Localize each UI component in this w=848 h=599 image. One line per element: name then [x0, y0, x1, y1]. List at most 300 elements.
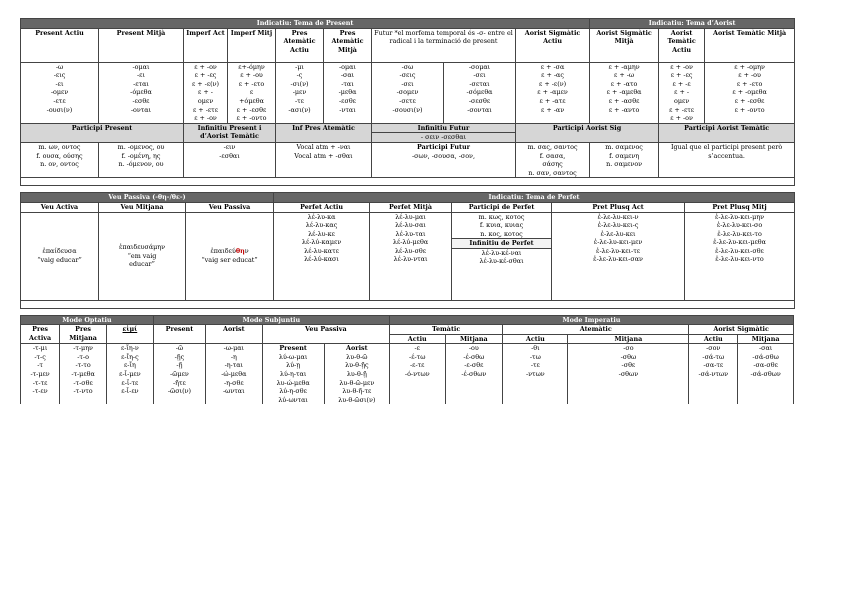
conjugation-cell [21, 396, 60, 405]
conjugation-cell: λυ-θ-ῆ-τε [324, 387, 389, 396]
conjugation-cell: ε + -ω [590, 71, 659, 80]
conjugation-cell: ε + -ετο [228, 80, 276, 89]
conjugation-row [21, 370, 794, 379]
form: λέ-λύ-μεθα [392, 238, 429, 247]
indicative-present-aorist-table [20, 18, 795, 186]
form: λέ-λυ-σαι [395, 221, 426, 230]
conjugation-cell [390, 379, 446, 388]
conjugation-cell [738, 396, 794, 405]
col-header: Veu Activa [21, 202, 99, 212]
conjugation-cell: -ς [276, 71, 324, 80]
conjugation-cell [106, 396, 153, 405]
conjugation-cell: -ομαι [324, 62, 372, 71]
conjugation-cell: -σαι [324, 71, 372, 80]
section-title-aorist: Indicatiu: Tema d’Aorist [590, 19, 795, 29]
conjugation-cell: -ώ-μεθα [206, 370, 263, 379]
conjugation-cell: -σα-τε [689, 361, 738, 370]
conjugation-cell: -τ-ντο [60, 387, 107, 396]
conjugation-cell: ε + -ε(ν) [516, 80, 590, 89]
form: m. ων, οντος [38, 142, 81, 151]
perfect-participle-forms [452, 212, 552, 300]
conjugation-cell: λύ-ω-μαι [262, 353, 324, 362]
conjugation-cell [689, 396, 738, 405]
conjugation-cell: -έ-σθων [445, 370, 503, 379]
conjugation-cell: ε + -ον [184, 114, 228, 123]
form: ἐ-λε-λυ-κει-σαν [593, 255, 643, 264]
participle-future-title: Participi Futur [417, 142, 470, 151]
conjugation-cell: -ῇ [153, 361, 205, 370]
voice-middle-example [99, 212, 186, 300]
conjugation-cell: -ου [445, 344, 503, 353]
form: λέ-λυ-μαι [395, 212, 426, 221]
form: λέ-λύ-καμεν [301, 238, 342, 247]
col-header: Pret Plusq Mitj [685, 202, 795, 212]
conjugation-cell: ε + -ες [659, 71, 705, 80]
conjugation-row [21, 106, 795, 115]
col-header: Aorist [206, 325, 263, 344]
conjugation-cell: ε-ἴη-ν [106, 344, 153, 353]
conjugation-cell: -σει [444, 71, 516, 80]
form: λέ-λυ-κέ-ναι [481, 248, 522, 257]
form: n. -όμενον, ου [118, 160, 164, 169]
conjugation-cell: -σθω [568, 353, 689, 362]
conjugation-cell: λύ-ωνται [262, 396, 324, 405]
conjugation-cell [444, 114, 516, 123]
conjugation-cell: -ται [324, 80, 372, 89]
translation: “vaig educar” [37, 256, 82, 264]
conjugation-cell: -σομεν [372, 88, 444, 97]
optative-subjunctive-imperative-table [20, 315, 794, 405]
conjugation-cell: -σετε [372, 97, 444, 106]
col-header: Pres Atemàtic Mitjà [324, 28, 372, 62]
conjugation-cell: λύ-η-ται [262, 370, 324, 379]
sub-header: Mitjana [445, 334, 503, 344]
header-infinitive-atematic: Inf Pres Atemàtic [276, 123, 372, 142]
sub-header: Actiu [689, 334, 738, 344]
col-header: Aorist Sigmàtic Mitjà [590, 28, 659, 62]
conjugation-cell: -σά-ντων [689, 370, 738, 379]
conjugation-cell [503, 387, 568, 396]
conjugation-cell: -τε [503, 361, 568, 370]
passive-marker: θη [235, 247, 245, 256]
col-header: Aorist Sigmàtic Actiu [516, 28, 590, 62]
conjugation-cell: -τ [21, 361, 60, 370]
form: m. -ομενος, ου [117, 142, 165, 151]
conjugation-cell [390, 396, 446, 405]
conjugation-cell: -τ-μεθα [60, 370, 107, 379]
conjugation-row [21, 344, 794, 353]
conjugation-cell [689, 387, 738, 396]
conjugation-cell: -ει [21, 80, 99, 89]
conjugation-row [21, 97, 795, 106]
section-title-passive: Veu Passiva (-θη-/θε-) [21, 193, 274, 203]
col-header: Aorist Temàtic Actiu [659, 28, 705, 62]
conjugation-cell: -ῆτε [153, 379, 205, 388]
grammar-sheet [20, 18, 794, 404]
conjugation-cell [153, 396, 205, 405]
form: ἐ-λε-λυ-κει-ς [597, 221, 639, 230]
conjugation-cell [568, 379, 689, 388]
form: ἐ-λε-λυ-κει [600, 229, 636, 238]
form: f. σαμενη [609, 151, 640, 160]
conjugation-cell: -όμεθα [99, 88, 184, 97]
conjugation-cell: -μεν [276, 88, 324, 97]
form: λέ-λυ-κα [307, 212, 336, 221]
conjugation-cell: ε + -ετε [184, 106, 228, 115]
conjugation-cell: -σά-τω [689, 353, 738, 362]
col-header-future: Futur *el morfema temporal és -σ- entre el radical i la terminació de present [372, 28, 516, 62]
conjugation-cell: ε-ἴη-ς [106, 353, 153, 362]
conjugation-cell: -ῶσι(ν) [153, 387, 205, 396]
conjugation-cell [390, 387, 446, 396]
col-header: Imperf Mitj [228, 28, 276, 62]
conjugation-cell: ε + -εσθε [228, 106, 276, 115]
conjugation-cell: ε + -ον [659, 62, 705, 71]
col-header: Veu Passiva [262, 325, 389, 344]
conjugation-cell: -τ-σθε [60, 379, 107, 388]
col-header: Present [153, 325, 205, 344]
conjugation-cell: -σει [372, 80, 444, 89]
form: ἐπαίδευσα [42, 247, 77, 256]
participle-present-middle [99, 142, 184, 177]
conjugation-cell: -τ-μην [60, 344, 107, 353]
conjugation-cell: λυ-θ-ῶ [324, 353, 389, 362]
stem: ἐπαιδεύ [210, 247, 236, 256]
header-infinitive-future: Infinitiu Futur [372, 123, 516, 133]
voice-passive-example [186, 212, 274, 300]
conjugation-cell [445, 396, 503, 405]
conjugation-cell: -θι [503, 344, 568, 353]
conjugation-cell: -σεσθε [444, 97, 516, 106]
section-title-subjunctive: Mode Subjuntiu [153, 315, 389, 325]
form: n. σαν, σαντος [528, 168, 577, 177]
col-header: Veu Mitjana [99, 202, 186, 212]
form: ἐ-λε-λυ-κει-σθε [715, 246, 764, 255]
col-header: Pres Atemàtic Actiu [276, 28, 324, 62]
conjugation-row [21, 387, 794, 396]
conjugation-cell: -ντων [503, 370, 568, 379]
conjugation-cell: -ῶμεν [153, 370, 205, 379]
conjugation-row [21, 80, 795, 89]
conjugation-cell: -σεται [444, 80, 516, 89]
conjugation-cell: -σο [568, 344, 689, 353]
conjugation-row [21, 379, 794, 388]
form: m. σαμενος [605, 142, 643, 151]
conjugation-cell [568, 387, 689, 396]
col-header: Pres Mitjana [60, 325, 107, 344]
conjugation-cell: -ω [21, 62, 99, 71]
conjugation-cell: -ουσι(ν) [21, 106, 99, 115]
col-header: εἰμί [106, 325, 153, 344]
conjugation-cell: ε + -ομην [705, 62, 795, 71]
form: λέ-λυ-νται [393, 255, 428, 264]
conjugation-cell [372, 114, 444, 123]
conjugation-row [21, 62, 795, 71]
conjugation-cell: -ωνται [206, 387, 263, 396]
conjugation-cell: -τ-ο [60, 353, 107, 362]
conjugation-cell: λυ-ώ-μεθα [262, 379, 324, 388]
conjugation-cell: -η-σθε [206, 379, 263, 388]
spacer [21, 178, 795, 186]
pluperfect-active-forms [552, 212, 685, 300]
conjugation-cell: -σουσι(ν) [372, 106, 444, 115]
infinitive-atematic-forms [276, 142, 372, 177]
conjugation-cell [705, 114, 795, 123]
conjugation-cell: λύ-ῃ [262, 361, 324, 370]
col-header: Temàtic [390, 325, 503, 335]
conjugation-cell: -ασι(ν) [276, 106, 324, 115]
conjugation-cell: ε + -αντο [590, 106, 659, 115]
conjugation-cell: -σον [689, 344, 738, 353]
form: λέ-λυ-κε [308, 229, 335, 238]
conjugation-cell: -τε [276, 97, 324, 106]
infinitive-future-forms: - σειν -σεσθαι [372, 133, 516, 143]
conjugation-cell [276, 114, 324, 123]
conjugation-cell: -ε-τε [390, 361, 446, 370]
form: -σων, -σουσα, -σον, [412, 151, 475, 160]
conjugation-cell: ε + -αμεν [516, 88, 590, 97]
form: λέ-λυ-κατε [304, 246, 339, 255]
conjugation-cell: ε + -οντο [705, 106, 795, 115]
conjugation-row [21, 114, 795, 123]
sub-header: Aorist [324, 344, 389, 353]
conjugation-cell: ε + -σα [516, 62, 590, 71]
conjugation-cell: ε + -ομεθα [705, 88, 795, 97]
conjugation-cell [738, 379, 794, 388]
col-header: Perfet Mitjà [370, 202, 452, 212]
conjugation-cell: -ε [390, 344, 446, 353]
conjugation-cell: -τ-τε [21, 379, 60, 388]
form: Vocal atm + -ναι [296, 142, 351, 151]
conjugation-cell: -η-ται [206, 361, 263, 370]
section-title-imperative: Mode Imperatiu [390, 315, 794, 325]
conjugation-cell: ε-ἴη [106, 361, 153, 370]
conjugation-cell: ε + -ε(ν) [184, 80, 228, 89]
conjugation-cell: ε + - [184, 88, 228, 97]
conjugation-cell: -τ-μεν [21, 370, 60, 379]
perfect-active-forms [274, 212, 370, 300]
sub-header: Present [262, 344, 324, 353]
form: n. ον, οντος [40, 160, 79, 169]
conjugation-cell [445, 387, 503, 396]
col-header: Veu Passiva [186, 202, 274, 212]
conjugation-cell: ε+-όμην [228, 62, 276, 71]
conjugation-cell: -ετε [21, 97, 99, 106]
conjugation-cell: λύ-η-σθε [262, 387, 324, 396]
conjugation-cell: ε + -ας [516, 71, 590, 80]
conjugation-cell: ε + -ε [659, 80, 705, 89]
conjugation-cell: ε + -οντο [228, 114, 276, 123]
form: ἐ-λε-λυ-κει-τε [596, 246, 641, 255]
col-header: Pret Plusq Act [552, 202, 685, 212]
conjugation-cell [568, 396, 689, 405]
conjugation-cell: -σά-σθω [738, 353, 794, 362]
passive-perfect-table [20, 192, 795, 308]
sub-header: Actiu [390, 334, 446, 344]
conjugation-cell: ε + - [659, 88, 705, 97]
conjugation-row [21, 353, 794, 362]
form: λέ-λυ-σθε [394, 246, 427, 255]
conjugation-cell: -σω [372, 62, 444, 71]
conjugation-cell: ε-ἶ-τε [106, 379, 153, 388]
form: f. κυια, κυιας [479, 221, 524, 230]
conjugation-cell: ε + -ον [659, 114, 705, 123]
form: ἐ-λε-λυ-κει-μεθα [713, 238, 766, 247]
form: ἐ-λε-λυ-κει-μην [715, 212, 765, 221]
conjugation-cell: ε-ἶ-μεν [106, 370, 153, 379]
form: ἐ-λε-λυ-κει-ν [597, 212, 639, 221]
conjugation-cell: -σθε [568, 361, 689, 370]
form: λέ-λυ-κας [305, 221, 338, 230]
conjugation-cell: -εται [99, 80, 184, 89]
conjugation-cell: -εις [21, 71, 99, 80]
conjugation-cell: ε + -εσθε [705, 97, 795, 106]
conjugation-cell: -σονται [444, 106, 516, 115]
form: f. σασα, [539, 151, 566, 160]
conjugation-cell: λυ-θ-ῶσι(ν) [324, 396, 389, 405]
conjugation-cell: ε + -ου [705, 71, 795, 80]
spacer [21, 300, 795, 308]
form: σάσης [542, 160, 563, 169]
form: f. -ομένη, ης [121, 151, 161, 160]
conjugation-cell: ε + -ασθε [590, 97, 659, 106]
conjugation-row [21, 71, 795, 80]
form: f. ουσα, ούσης [36, 151, 83, 160]
participle-aorist-middle [590, 142, 659, 177]
form: -ειν [223, 142, 236, 151]
infinitive-perfect-title: Infinitiu de Perfet [452, 238, 551, 249]
conjugation-cell: ε + -αμεθα [590, 88, 659, 97]
form: ἐ-λε-λυ-κει-το [717, 229, 762, 238]
conjugation-cell [60, 396, 107, 405]
infinitive-present-forms [184, 142, 276, 177]
header-participle-aorist-tem: Participi Aorist Temàtic [659, 123, 795, 142]
conjugation-row [21, 361, 794, 370]
translation: educar” [129, 260, 155, 269]
conjugation-cell: -ω-μαι [206, 344, 263, 353]
conjugation-cell [445, 379, 503, 388]
conjugation-cell [324, 114, 372, 123]
form: λέ-λυ-κέ-σθαι [479, 257, 524, 266]
conjugation-cell: -ό-ντων [390, 370, 446, 379]
col-header: Atemàtic [503, 325, 689, 335]
conjugation-cell: -σαι [738, 344, 794, 353]
conjugation-cell [206, 396, 263, 405]
form: ἐπαιδευσάμην [118, 243, 166, 252]
header-participle-present: Participi Present [21, 123, 184, 142]
conjugation-cell: ομεν [184, 97, 228, 106]
form: m. κως, κοτος [478, 212, 525, 221]
conjugation-cell: -σομαι [444, 62, 516, 71]
conjugation-cell: -εσθε [99, 97, 184, 106]
form [187, 247, 272, 256]
section-title-present: Indicatiu: Tema de Present [21, 19, 590, 29]
pluperfect-middle-forms [685, 212, 795, 300]
conjugation-row [21, 88, 795, 97]
header-infinitive-present: Infinitiu Present i d’Aorist Temàtic [184, 123, 276, 142]
conjugation-cell: -ονται [99, 106, 184, 115]
conjugation-cell: λυ-θ-ῇς [324, 361, 389, 370]
conjugation-cell [689, 379, 738, 388]
conjugation-cell: ε + -ετε [659, 106, 705, 115]
conjugation-cell: ε + -ετο [705, 80, 795, 89]
conjugation-cell: -νται [324, 106, 372, 115]
participle-aorist-tematic-note: Igual que el participi present però s’accentua. [659, 142, 795, 177]
conjugation-cell [503, 379, 568, 388]
col-header: Aorist Sigmàtic [689, 325, 794, 335]
conjugation-cell: ε + -αμην [590, 62, 659, 71]
conjugation-cell: +όμεθα [228, 97, 276, 106]
form: -εσθαι [219, 151, 240, 160]
conjugation-cell: ε + -αν [516, 106, 590, 115]
conjugation-cell: ε + -ου [228, 71, 276, 80]
conjugation-cell: -έ-σθω [445, 353, 503, 362]
conjugation-cell: ομεν [659, 97, 705, 106]
conjugation-cell: -εσθε [324, 97, 372, 106]
translation: “em vaig [127, 251, 157, 260]
conjugation-cell: λυ-θ-ῶ-μεν [324, 379, 389, 388]
conjugation-cell: -τ-μι [21, 344, 60, 353]
conjugation-cell: -σθων [568, 370, 689, 379]
perfect-middle-forms [370, 212, 452, 300]
conjugation-cell: -μι [276, 62, 324, 71]
voice-active-example [21, 212, 99, 300]
conjugation-cell: -τ-ς [21, 353, 60, 362]
header-participle-aorist-sig: Participi Aorist Sig [516, 123, 659, 142]
form: ἐ-λε-λυ-κει-μεν [593, 238, 643, 247]
form: n. σαμενον [606, 160, 643, 169]
form: λέ-λυ-ται [395, 229, 426, 238]
section-title-perfect: Indicatiu: Tema de Perfet [274, 193, 795, 203]
conjugation-cell: ε [228, 88, 276, 97]
col-header: Present Mitjà [99, 28, 184, 62]
conjugation-cell: -έ-τω [390, 353, 446, 362]
sub-header: Actiu [503, 334, 568, 344]
conjugation-cell: -ομαι [99, 62, 184, 71]
section-title-optative: Mode Optatiu [21, 315, 154, 325]
conjugation-cell: ε + -ον [184, 62, 228, 71]
conjugation-cell: ε + -ες [184, 71, 228, 80]
conjugation-cell: λυ-θ-ῇ [324, 370, 389, 379]
participle-present-active [21, 142, 99, 177]
conjugation-cell: -ε-σθε [445, 361, 503, 370]
conjugation-cell: ε-ἶ-εν [106, 387, 153, 396]
conjugation-cell: -ῶ [153, 344, 205, 353]
translation: “vaig ser educat” [201, 256, 258, 264]
conjugation-cell: ε + -ατο [590, 80, 659, 89]
conjugation-cell: -η [206, 353, 263, 362]
conjugation-cell: -τ-εν [21, 387, 60, 396]
col-header: Participi de Perfet [452, 202, 552, 212]
col-header: Perfet Actiu [274, 202, 370, 212]
col-header: Pres Activa [21, 325, 60, 344]
conjugation-cell [738, 387, 794, 396]
form: n. κος, κοτος [480, 229, 523, 238]
conjugation-cell: -ομεν [21, 88, 99, 97]
form: Vocal atm + -σθαι [294, 151, 353, 160]
form: ἐ-λε-λυ-κει-σο [716, 221, 763, 230]
conjugation-cell: -σα-σθε [738, 361, 794, 370]
participle-aorist-active [516, 142, 590, 177]
ending: ν [244, 247, 249, 256]
conjugation-cell: -τ-το [60, 361, 107, 370]
conjugation-cell [99, 114, 184, 123]
conjugation-cell [21, 114, 99, 123]
conjugation-cell: ε + -ατε [516, 97, 590, 106]
sub-header: Mitjana [568, 334, 689, 344]
form: λέ-λύ-κασι [304, 255, 339, 264]
conjugation-cell [516, 114, 590, 123]
